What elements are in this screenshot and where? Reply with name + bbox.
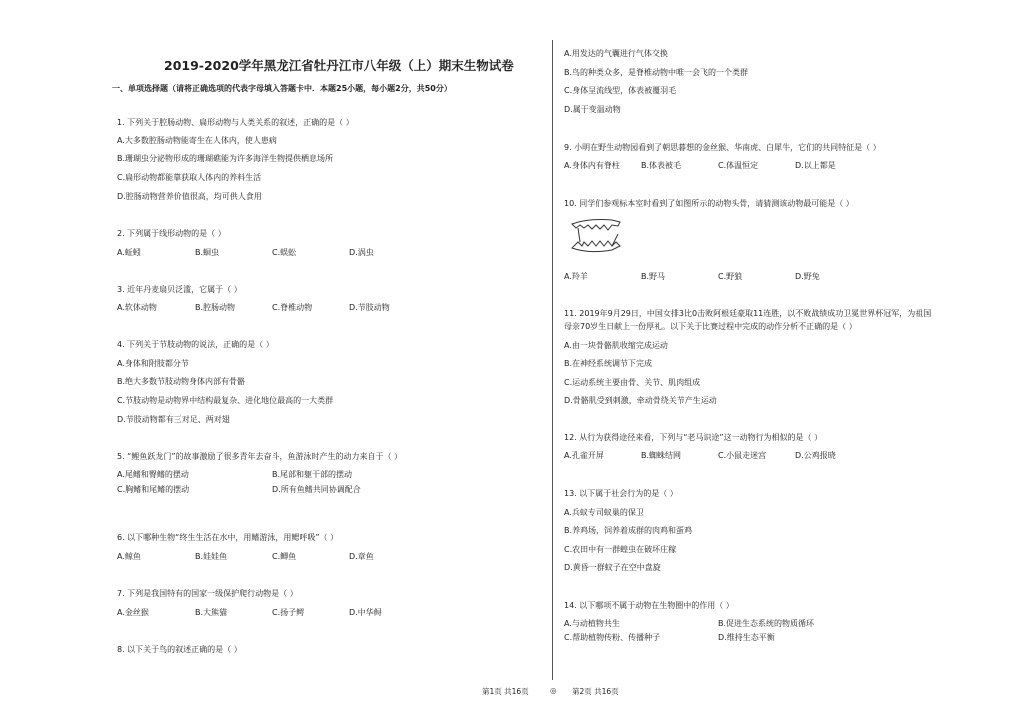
q4-stem: 4. 下列关于节肢动物的说法，正确的是（ ）: [117, 340, 274, 349]
q8-option-a: A.用发达的气囊进行气体交换: [564, 49, 668, 58]
q5-option-a: A.尾鳍和臀鳍的摆动: [117, 470, 189, 479]
q5-option-d: D.所有鱼鳍共同协调配合: [272, 485, 361, 494]
q14-option-d: D.维持生态平衡: [718, 633, 775, 642]
q12-option-d: D.公鸡报晓: [795, 451, 836, 460]
q7-option-d: D.中华鲟: [349, 608, 382, 617]
q4-option-b: B.绝大多数节肢动物身体内部有骨骼: [117, 377, 246, 386]
q2-stem: 2. 下列属于线形动物的是（ ）: [117, 229, 226, 238]
q7-option-c: C.扬子鳄: [272, 608, 305, 617]
q6-option-b: B.娃娃鱼: [195, 552, 228, 561]
q3-option-d: D.节肢动物: [349, 303, 390, 312]
q10-option-d: D.野兔: [795, 272, 820, 281]
column-divider: [552, 40, 553, 680]
q12-option-c: C.小鼠走迷宫: [718, 451, 767, 460]
q11-option-d: D.骨骼肌受到刺激，牵动骨绕关节产生运动: [564, 396, 717, 405]
q13-option-d: D.黄昏一群蚊子在空中盘旋: [564, 563, 661, 572]
footer-page-left: 第1页 共16页: [482, 687, 529, 696]
q4-option-a: A.身体和附肢都分节: [117, 359, 189, 368]
q12-option-b: B.蜘蛛结网: [641, 451, 682, 460]
q1-option-c: C.扁形动物都能靠获取人体内的养料生活: [117, 173, 262, 182]
q5-stem: 5. “鲤鱼跃龙门”的故事激励了很多青年去奋斗，鱼游泳时产生的动力来自于（ ）: [117, 452, 403, 461]
q9-option-d: D.以上都是: [795, 161, 836, 170]
q10-option-c: C.野狼: [718, 272, 743, 281]
q7-stem: 7. 下列是我国特有的国家一级保护爬行动物是（ ）: [117, 589, 298, 598]
q2-option-a: A.蚯蚓: [117, 248, 141, 257]
q13-option-b: B.养鸡场，饲养着成群的肉鸡和蛋鸡: [564, 526, 693, 535]
q6-option-a: A.鲸鱼: [117, 552, 141, 561]
q9-option-b: B.体表被毛: [641, 161, 682, 170]
q1-stem: 1. 下列关于腔肠动物、扁形动物与人类关系的叙述，正确的是（ ）: [117, 118, 354, 127]
q11-option-c: C.运动系统主要由骨、关节、肌肉组成: [564, 378, 701, 387]
q14-stem: 14. 以下哪项不属于动物在生物圈中的作用（ ）: [564, 601, 734, 610]
q13-option-c: C.农田中有一群蝗虫在破坏庄稼: [564, 545, 677, 554]
section-heading: 一、单项选择题（请将正确选项的代表字母填入答题卡中．本题25小题，每小题2分，共50分）: [112, 84, 452, 93]
q14-option-a: A.与动植物共生: [564, 619, 620, 628]
q2-option-b: B.蛔虫: [195, 248, 220, 257]
q9-option-a: A.身体内有脊柱: [564, 161, 620, 170]
q1-option-d: D.腔肠动物营养价值很高，均可供人食用: [117, 192, 262, 201]
q9-option-c: C.体温恒定: [718, 161, 759, 170]
q5-option-c: C.胸鳍和尾鳍的摆动: [117, 485, 190, 494]
q12-option-a: A.孔雀开屏: [564, 451, 604, 460]
q2-option-d: D.涡虫: [349, 248, 374, 257]
footer-separator: ◎: [550, 686, 557, 695]
q8-option-c: C.身体呈流线型，体表被覆羽毛: [564, 86, 677, 95]
q11-stem-line2: 母亲70岁生日献上一份厚礼。以下关于比赛过程中完成的动作分析不正确的是（ ）: [564, 322, 857, 331]
q14-option-b: B.促进生态系统的物质循环: [718, 619, 815, 628]
q13-option-a: A.兵蚁专司蚁巢的保卫: [564, 508, 644, 517]
q6-stem: 6. 以下哪种生物“终生生活在水中，用鳍游泳，用鳃呼吸”（ ）: [117, 533, 339, 542]
q4-option-d: D.节肢动物都有三对足、两对翅: [117, 415, 230, 424]
q14-option-c: C.帮助植物传粉、传播种子: [564, 633, 661, 642]
q8-option-b: B.鸟的种类众多，是脊椎动物中唯一会飞的一个类群: [564, 68, 749, 77]
q12-stem: 12. 从行为获得途径来看，下列与“老马识途”这一动物行为相似的是（ ）: [564, 433, 823, 442]
q7-option-a: A.金丝猴: [117, 608, 149, 617]
q2-option-c: C.蜈蚣: [272, 248, 297, 257]
q8-stem: 8. 以下关于鸟的叙述正确的是（ ）: [117, 645, 242, 654]
q10-option-b: B.野马: [641, 272, 666, 281]
page-title: 2019-2020学年黑龙江省牡丹江市八年级（上）期末生物试卷: [164, 58, 514, 73]
q6-option-c: C.鲫鱼: [272, 552, 297, 561]
q11-option-b: B.在神经系统调节下完成: [564, 359, 653, 368]
q3-option-c: C.脊椎动物: [272, 303, 313, 312]
q3-option-a: A.软体动物: [117, 303, 157, 312]
q13-stem: 13. 以下属于社会行为的是（ ）: [564, 489, 678, 498]
q1-option-a: A.大多数腔肠动物能寄生在人体内，使人患病: [117, 136, 277, 145]
q1-option-b: B.珊瑚虫分泌物形成的珊瑚礁能为许多海洋生物提供栖息场所: [117, 154, 334, 163]
q4-option-c: C.节肢动物是动物界中结构最复杂、进化地位最高的一大类群: [117, 396, 334, 405]
q3-stem: 3. 近年丹麦扇贝泛滥，它属于（ ）: [117, 285, 242, 294]
q9-stem: 9. 小明在野生动物园看到了朝思暮想的金丝猴、华南虎、白犀牛，它们的共同特征是（ ）: [564, 143, 881, 152]
q3-option-b: B.腔肠动物: [195, 303, 236, 312]
q8-option-d: D.属于变温动物: [564, 105, 621, 114]
footer-page-right: 第2页 共16页: [572, 687, 619, 696]
q11-stem-line1: 11. 2019年9月29日，中国女排3比0击败阿根廷豪取11连胜，以不败战绩成功卫冕世界杯冠军，为祖国: [564, 309, 932, 318]
q11-option-a: A.由一块骨骼肌收缩完成运动: [564, 341, 668, 350]
q10-stem: 10. 同学们参观标本室时看到了如图所示的动物头骨，请猜测该动物最可能是（ ）: [564, 199, 854, 208]
animal-skull-teeth-figure: [568, 216, 624, 256]
q7-option-b: B.大熊猫: [195, 608, 228, 617]
q5-option-b: B.尾部和躯干部的摆动: [272, 470, 353, 479]
q6-option-d: D.章鱼: [349, 552, 374, 561]
q10-option-a: A.羚羊: [564, 272, 588, 281]
